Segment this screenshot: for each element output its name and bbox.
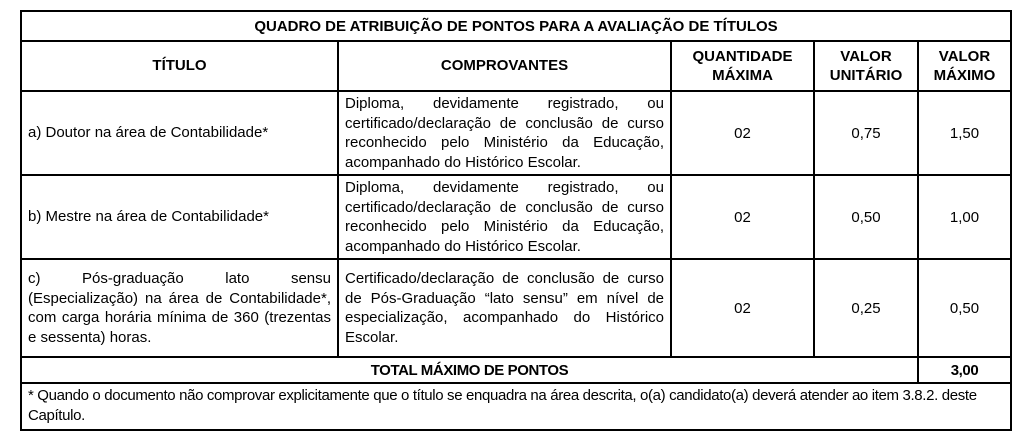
row-mestre-valor-maximo: 1,00 (918, 175, 1011, 259)
table-title: QUADRO DE ATRIBUIÇÃO DE PONTOS PARA A AVALIAÇÃO DE TÍTULOS (21, 11, 1011, 41)
row-pos-graduacao-quantidade-maxima: 02 (671, 259, 814, 357)
row-doutor-valor-maximo: 1,50 (918, 91, 1011, 175)
row-mestre-comprovantes: Diploma, devidamente registrado, ou certificado/declaração de conclusão de curso reconhecido pelo Ministério da Educação, acompanhado do Histórico Escolar. (338, 175, 671, 259)
table-title-row (21, 11, 1011, 41)
footnote-row (21, 383, 1011, 430)
total-value: 3,00 (918, 357, 1011, 383)
table-row-mestre (21, 175, 1011, 259)
row-doutor-quantidade-maxima: 02 (671, 91, 814, 175)
row-pos-graduacao-valor-unitario: 0,25 (814, 259, 918, 357)
total-label: TOTAL MÁXIMO DE PONTOS (21, 357, 918, 383)
titles-evaluation-table (20, 10, 1012, 431)
total-row (21, 357, 1011, 383)
row-doutor-valor-unitario: 0,75 (814, 91, 918, 175)
footnote-text: * Quando o documento não comprovar explicitamente que o título se enquadra na área descrita, o(a) candidato(a) deverá atender ao item 3.8.2. deste Capítulo. (21, 383, 1011, 430)
row-pos-graduacao-valor-maximo: 0,50 (918, 259, 1011, 357)
row-pos-graduacao-titulo: c) Pós-graduação lato sensu (Especialização) na área de Contabilidade*, com carga horária mínima de 360 (trezentas e sessenta) horas. (21, 259, 338, 357)
row-pos-graduacao-comprovantes: Certificado/declaração de conclusão de curso de Pós-Graduação “lato sensu” em nível de especialização, acompanhado do Histórico Escolar. (338, 259, 671, 357)
table-row-doutor (21, 91, 1011, 175)
row-mestre-titulo: b) Mestre na área de Contabilidade* (21, 175, 338, 259)
column-header-titulo: TÍTULO (21, 41, 338, 91)
row-mestre-valor-unitario: 0,50 (814, 175, 918, 259)
document-page (20, 10, 1010, 431)
row-doutor-comprovantes: Diploma, devidamente registrado, ou certificado/declaração de conclusão de curso reconhecido pelo Ministério da Educação, acompanhado do Histórico Escolar. (338, 91, 671, 175)
row-mestre-quantidade-maxima: 02 (671, 175, 814, 259)
column-header-valor-unitario: VALOR UNITÁRIO (814, 41, 918, 91)
column-header-valor-maximo: VALOR MÁXIMO (918, 41, 1011, 91)
table-row-pos-graduacao (21, 259, 1011, 357)
column-header-row (21, 41, 1011, 91)
column-header-comprovantes: COMPROVANTES (338, 41, 671, 91)
column-header-quantidade-maxima: QUANTIDADE MÁXIMA (671, 41, 814, 91)
row-doutor-titulo: a) Doutor na área de Contabilidade* (21, 91, 338, 175)
